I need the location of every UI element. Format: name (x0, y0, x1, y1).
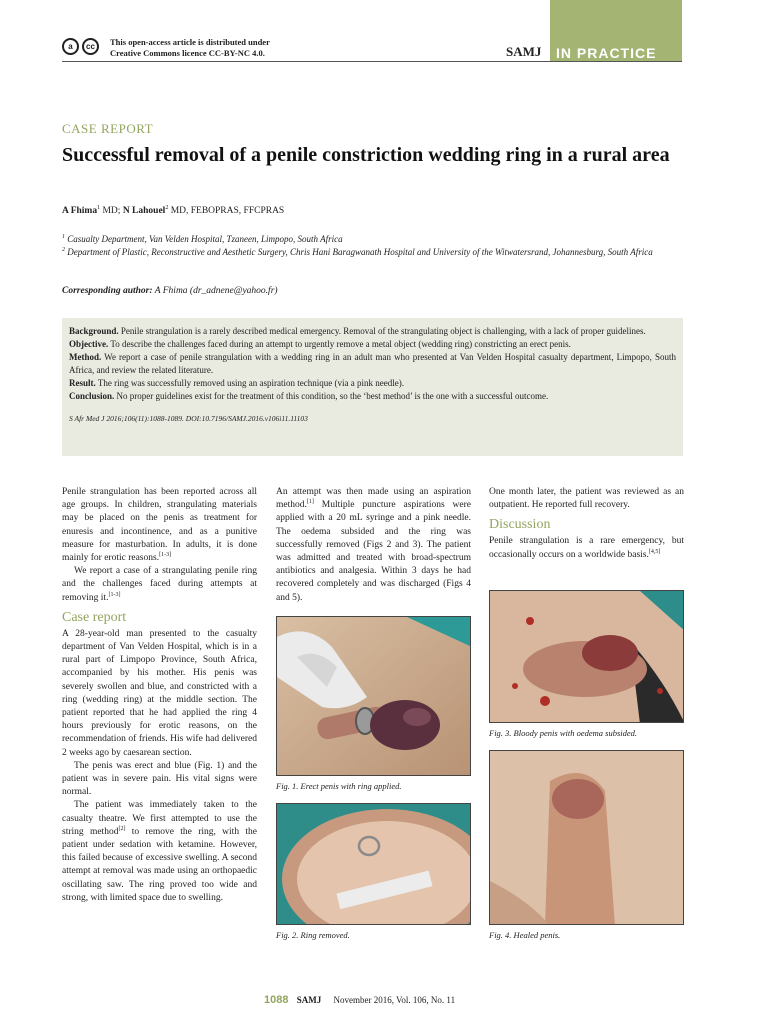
affiliation-2: $^2$ Department of Plastic, Reconstructive and Aesthetic Surgery, Chris Hani Baragwanath Hospital and University of the Witwatersrand, Johannesburg, South Africa (62, 247, 653, 257)
page-number: 1088 (264, 994, 289, 1006)
header-rule (62, 61, 682, 62)
aim-paragraph: We report a case of a strangulating penile ring and the challenges faced during attempts at removing it.[1-3] (62, 566, 257, 603)
affiliation-1: $^1$ Casualty Department, Van Velden Hospital, Tzaneen, Limpopo, South Africa (62, 234, 343, 244)
figure-3-image (489, 590, 684, 723)
abstract-box (62, 318, 683, 456)
author-list (62, 206, 284, 216)
author-1-affil: 1 (97, 204, 101, 211)
figure-4-image (489, 750, 684, 925)
corresponding-author (62, 286, 278, 296)
cc-icon: cc (82, 38, 99, 55)
column-1 (62, 486, 257, 905)
treatment-paragraph: An attempt was then made using an aspiration method.[1] Multiple puncture aspirations were applied with a 20 mL syringe and a pink needle. The oedema subsided and the ring was successfully removed (Figs 2 and 3). The patient was admitted and treated with broad-spectrum antibiotics and analgesia. Within 3 days he had recovered completely and was discharged (Figs 4 and 5). (276, 487, 471, 603)
figure-1-image (276, 616, 471, 776)
author-2: N Lahouel (122, 206, 166, 216)
followup-paragraph: One month later, the patient was reviewed as an outpatient. He reported full recovery. (489, 487, 684, 511)
author-1-degree: MD; (100, 206, 123, 216)
section-heading-case-report: Case report (62, 609, 127, 625)
case-paragraph-2: The penis was erect and blue (Fig. 1) and the patient was in severe pain. His vital signs were normal. (62, 760, 257, 798)
abstract-method: Method. We report a case of penile strangulation with a wedding ring in an adult man who presented at Van Velden Hospital casualty department, Limpopo, South Africa, and review the related literature. (69, 352, 676, 375)
author-2-affil: 2 (165, 204, 169, 211)
case-paragraph-3: The patient was immediately taken to the casualty theatre. We first attempted to use the string method[2] to remove the ring, with the patient under sedation with ketamine. However, this failed because of excessive swelling. A second attempt at removal was made using an orthopaedic oscillating saw. The ring proved too wide and strong, with limited space due to swelling. (62, 800, 257, 903)
open-access-icon: a (62, 38, 79, 55)
discussion-paragraph: Penile strangulation is a rare emergency, but occasionally occurs on a worldwide basis.[4,5] (489, 536, 684, 560)
corresponding-label: Corresponding author: (62, 286, 153, 296)
section-label: IN PRACTICE (556, 45, 657, 61)
author-1: A Fhima (62, 206, 98, 216)
license-notice (110, 37, 270, 59)
intro-paragraph: Penile strangulation has been reported across all age groups. In children, strangulating materials may be placed on the penis as treatment for enuresis and incontinence, and as a punitive measure for masturbation. In adults, it is done mainly for erotic reasons.[1-3] (62, 487, 257, 564)
footer-journal: SAMJ (296, 995, 322, 1005)
figure-3-caption: Fig. 3. Bloody penis with oedema subsided. (489, 728, 638, 738)
abstract-result: Result. The ring was successfully removed using an aspiration technique (via a pink needle). (69, 378, 404, 388)
affiliations (62, 233, 682, 259)
article-type: CASE REPORT (62, 121, 154, 136)
journal-name: SAMJ (506, 44, 542, 59)
figure-2-caption: Fig. 2. Ring removed. (276, 930, 350, 940)
figure-1-caption: Fig. 1. Erect penis with ring applied. (276, 781, 402, 791)
abstract-conclusion: Conclusion. No proper guidelines exist for the treatment of this condition, so the ‘best method’ is the one with a successful outcome. (69, 391, 549, 401)
section-heading-discussion: Discussion (489, 517, 551, 533)
article-title: Successful removal of a penile constriction wedding ring in a rural area (62, 144, 670, 166)
footer-issue: November 2016, Vol. 106, No. 11 (333, 995, 456, 1005)
column-3 (489, 486, 684, 562)
page-footer (264, 994, 455, 1006)
column-2 (276, 486, 471, 605)
corresponding-contact: A Fhima (dr_adnene@yahoo.fr) (152, 286, 278, 296)
citation: S Afr Med J 2016;106(11):1088-1089. DOI:10.7196/SAMJ.2016.v106i11.11103 (69, 414, 308, 423)
case-paragraph-1: A 28-year-old man presented to the casualty department of Van Velden Hospital, which is in a rural part of Limpopo Province, South Africa, accompanied by his mother. His penis was severely swollen and blue, and constricted with a ring (wedding ring) at the middle section. The patient reported that he had applied the ring 4 hours previously for erotic reasons, on the recommendation of friends. His wife had delivered 2 weeks ago by caesarean section. (62, 628, 257, 758)
license-line-2: Creative Commons licence CC-BY-NC 4.0. (110, 48, 265, 58)
figure-4-caption: Fig. 4. Healed penis. (489, 930, 561, 940)
author-2-degree: MD, FEBOPRAS, FFCPRAS (168, 206, 285, 216)
figure-2-image (276, 803, 471, 925)
abstract-objective: Objective. To describe the challenges faced during an attempt to urgently remove a metal object (wedding ring) constricting an erect penis. (69, 339, 571, 349)
abstract-background: Background. Penile strangulation is a rarely described medical emergency. Removal of the strangulating object is challenging, with a lack of proper guidelines. (69, 326, 646, 336)
license-line-1: This open-access article is distributed under (110, 37, 270, 47)
license-icons (62, 38, 99, 55)
